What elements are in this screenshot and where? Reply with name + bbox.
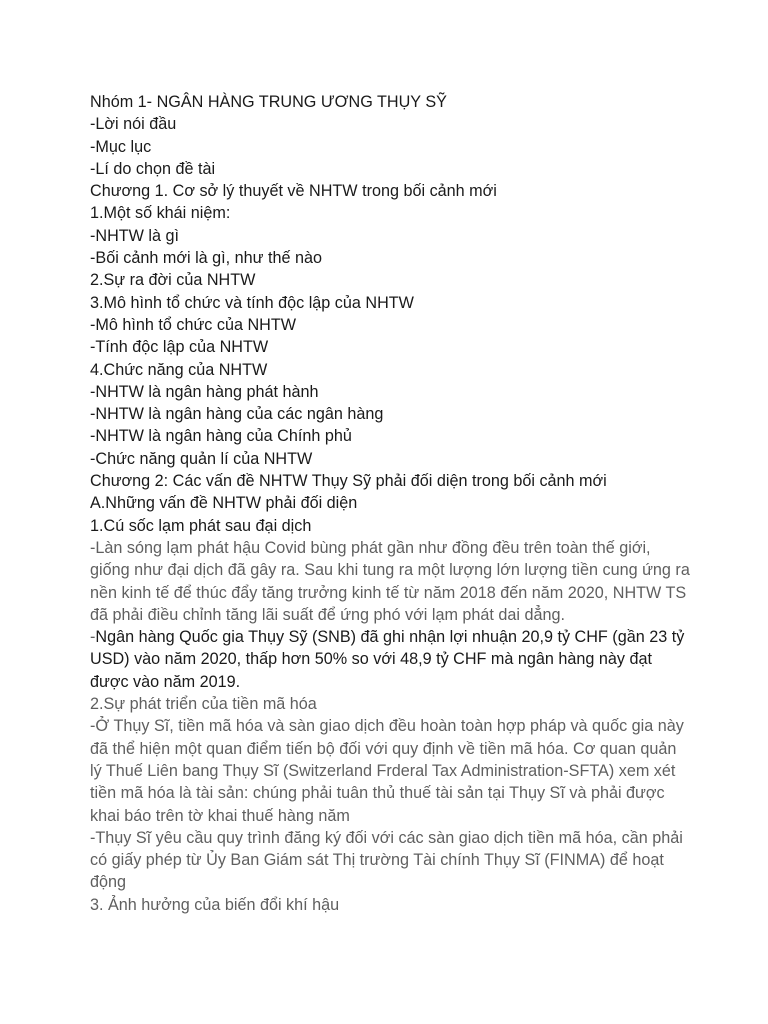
section-3-heading: 3.Mô hình tổ chức và tính độc lập của NHTW (90, 293, 414, 312)
outline-item-reason: -Lí do chọn đề tài (90, 159, 216, 178)
outline-item: -NHTW là ngân hàng phát hành (90, 382, 319, 401)
chapter-1-heading: Chương 1. Cơ sở lý thuyết về NHTW trong bối cảnh mới (90, 182, 497, 201)
part-a-heading: A.Những vấn đề NHTW phải đối diện (90, 494, 358, 513)
snb-profit-paragraph (90, 626, 690, 693)
outline-item: -Bối cảnh mới là gì, như thế nào (90, 249, 323, 268)
snb-profit-text: Ngân hàng Quốc gia Thụy Sỹ (SNB) đã ghi nhận lợi nhuận 20,9 tỷ CHF (gần 23 tỷ USD) vào năm 2020, thấp hơn 50% so với 48,9 tỷ CHF mà ngân hàng này đạt được vào năm 2019. (90, 628, 685, 691)
section-2-heading: 2.Sự ra đời của NHTW (90, 271, 256, 290)
document-title: Nhóm 1- NGÂN HÀNG TRUNG ƯƠNG THỤY SỸ (90, 93, 447, 111)
section-1-heading: 1.Một số khái niệm: (90, 204, 231, 223)
outline-item-preface: -Lời nói đầu (90, 115, 177, 134)
inflation-heading: 1.Cú sốc lạm phát sau đại dịch (90, 516, 312, 535)
crypto-legal-paragraph: -Ở Thụy Sĩ, tiền mã hóa và sàn giao dịch đều hoàn toàn hợp pháp và quốc gia này đã thể hiện một quan điểm tiến bộ đối với quy định về tiền mã hóa. Cơ quan quản lý Thuế Liên bang Thụy Sĩ (Switzerland Frderal Tax Administration-SFTA) xem xét tiền mã hóa là tài sản: chúng phải tuân thủ thuế tài sản tại Thụy Sĩ và phải được khai báo trên tờ khai thuế hàng năm (90, 717, 684, 825)
climate-heading: 3. Ảnh hưởng của biến đổi khí hậu (90, 895, 340, 914)
outline-item: -Chức năng quản lí của NHTW (90, 449, 313, 468)
outline-item: -Mô hình tổ chức của NHTW (90, 315, 297, 334)
outline-item: -NHTW là ngân hàng của các ngân hàng (90, 405, 384, 424)
inflation-paragraph: -Làn sóng lạm phát hậu Covid bùng phát gần như đồng đều trên toàn thế giới, giống như đại dịch đã gây ra. Sau khi tung ra một lượng lớn lượng tiền cung ứng ra nền kinh tế để thúc đẩy tăng trưởng kinh tế từ năm 2018 đến năm 2020, NHTW TS đã phải điều chỉnh tăng lãi suất để ứng phó với lạm phát dai dẳng. (90, 538, 690, 624)
snb-profit-dash: - (90, 628, 96, 647)
section-4-heading: 4.Chức năng của NHTW (90, 360, 268, 379)
outline-item: -NHTW là ngân hàng của Chính phủ (90, 427, 352, 446)
chapter-2-heading: Chương 2: Các vấn đề NHTW Thụy Sỹ phải đối diện trong bối cảnh mới (90, 472, 607, 491)
outline-item: -Tính độc lập của NHTW (90, 338, 269, 357)
crypto-registration-paragraph: -Thụy Sĩ yêu cầu quy trình đăng ký đối với các sàn giao dịch tiền mã hóa, cần phải có giấy phép từ Ủy Ban Giám sát Thị trường Tài chính Thụy Sĩ (FINMA) để hoạt động (90, 828, 683, 892)
crypto-heading: 2.Sự phát triển của tiền mã hóa (90, 695, 317, 714)
outline-item: -NHTW là gì (90, 226, 180, 245)
outline-item-contents: -Mục lục (90, 137, 152, 156)
document-page (90, 91, 690, 916)
